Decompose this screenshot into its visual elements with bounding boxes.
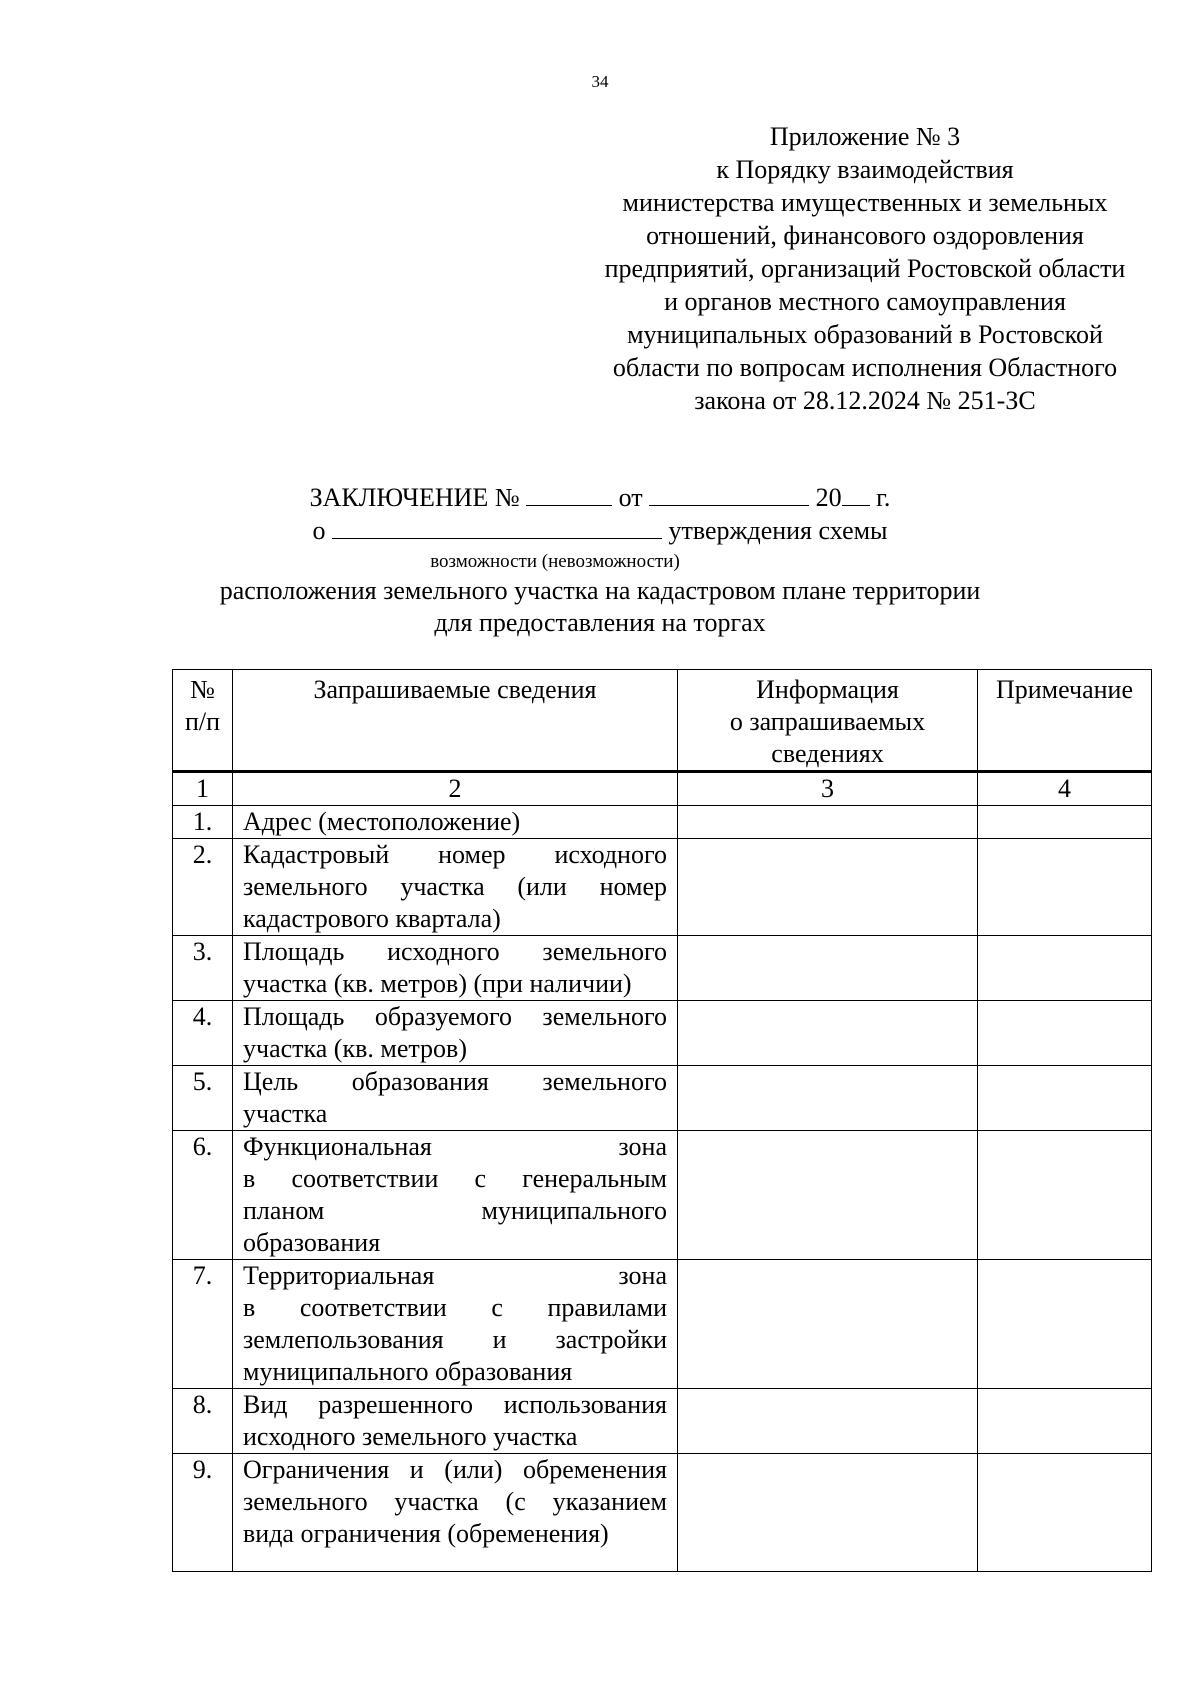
row-requested-info bbox=[233, 1066, 678, 1131]
row-info-cell[interactable] bbox=[678, 806, 978, 839]
row-note-cell[interactable] bbox=[978, 1260, 1152, 1389]
appendix-line: Приложение № 3 bbox=[769, 122, 961, 151]
row-text-line: образования bbox=[243, 1228, 381, 1257]
table-row bbox=[173, 1066, 1152, 1131]
row-requested-info bbox=[233, 1454, 678, 1572]
appendix-line: министерства имущественных и земельных bbox=[622, 188, 1108, 217]
header-info bbox=[678, 670, 978, 772]
column-number: 3 bbox=[678, 772, 978, 806]
column-number: 2 bbox=[233, 772, 678, 806]
row-info-cell[interactable] bbox=[678, 1001, 978, 1066]
header-note: Примечание bbox=[978, 670, 1152, 772]
number-blank[interactable] bbox=[526, 483, 612, 506]
row-info-cell[interactable] bbox=[678, 1131, 978, 1260]
row-requested-info bbox=[233, 806, 678, 839]
row-info-cell[interactable] bbox=[678, 1260, 978, 1389]
approval-text: утверждения схемы bbox=[668, 516, 888, 545]
table-row bbox=[173, 1389, 1152, 1454]
header-num bbox=[173, 670, 233, 772]
row-text-line: Ограничения и (или) обременения bbox=[243, 1455, 667, 1484]
appendix-line: отношений, финансового оздоровления bbox=[646, 221, 1084, 250]
row-requested-info bbox=[233, 936, 678, 1001]
row-note-cell[interactable] bbox=[978, 1454, 1152, 1572]
year-prefix: 20 bbox=[815, 483, 842, 512]
row-requested-info bbox=[233, 1389, 678, 1454]
row-text-line: кадастрового квартала) bbox=[243, 904, 501, 933]
row-note-cell[interactable] bbox=[978, 1131, 1152, 1260]
row-number: 8. bbox=[173, 1389, 233, 1454]
header-num-line: № bbox=[190, 675, 215, 704]
row-text-line: участка (кв. метров) (при наличии) bbox=[243, 969, 632, 998]
column-number: 1 bbox=[173, 772, 233, 806]
appendix-line: и органов местного самоуправления bbox=[664, 287, 1066, 316]
appendix-line: к Порядку взаимодействия bbox=[716, 155, 1014, 184]
row-requested-info bbox=[233, 1131, 678, 1260]
row-text-line: вида ограничения (обременения) bbox=[243, 1519, 609, 1548]
page-number: 34 bbox=[591, 72, 609, 91]
conclusion-word: ЗАКЛЮЧЕНИЕ № bbox=[309, 483, 520, 512]
row-number: 7. bbox=[173, 1260, 233, 1389]
row-text-line: исходного земельного участка bbox=[243, 1422, 578, 1451]
table-row bbox=[173, 1001, 1152, 1066]
row-requested-info bbox=[233, 839, 678, 936]
conclusion-subtitle bbox=[0, 515, 1200, 547]
appendix-line: области по вопросам исполнения Областного bbox=[612, 353, 1118, 382]
row-number: 3. bbox=[173, 936, 233, 1001]
row-info-cell[interactable] bbox=[678, 1389, 978, 1454]
row-text-line: Вид разрешенного использования bbox=[243, 1390, 667, 1419]
conclusion-title bbox=[0, 482, 1200, 514]
row-text-line: муниципального образования bbox=[243, 1357, 573, 1386]
table-header-row bbox=[173, 670, 1152, 772]
row-requested-info bbox=[233, 1260, 678, 1389]
header-info-line: о запрашиваемых bbox=[729, 707, 926, 736]
possibility-blank[interactable] bbox=[332, 516, 662, 539]
row-number: 9. bbox=[173, 1454, 233, 1572]
table-row bbox=[173, 1454, 1152, 1572]
row-text-line: в соответствии с генеральным bbox=[243, 1164, 667, 1193]
row-number: 4. bbox=[173, 1001, 233, 1066]
row-text-line: Адрес (местоположение) bbox=[243, 807, 521, 836]
table-body bbox=[173, 806, 1152, 1572]
row-number: 6. bbox=[173, 1131, 233, 1260]
header-requested: Запрашиваемые сведения bbox=[233, 670, 678, 772]
row-note-cell[interactable] bbox=[978, 839, 1152, 936]
header-info-line: Информация bbox=[756, 675, 899, 704]
column-number: 4 bbox=[978, 772, 1152, 806]
table-row bbox=[173, 806, 1152, 839]
from-word: от bbox=[618, 483, 643, 512]
row-text-line: Функциональная зона bbox=[243, 1132, 667, 1161]
table-row bbox=[173, 1260, 1152, 1389]
column-number-row bbox=[173, 772, 1152, 806]
row-note-cell[interactable] bbox=[978, 936, 1152, 1001]
table-row bbox=[173, 1131, 1152, 1260]
about-word: о bbox=[312, 516, 326, 545]
requested-info-table bbox=[172, 669, 1152, 1572]
row-info-cell[interactable] bbox=[678, 936, 978, 1001]
row-note-cell[interactable] bbox=[978, 1066, 1152, 1131]
row-text-line: участка bbox=[243, 1099, 328, 1128]
row-number: 5. bbox=[173, 1066, 233, 1131]
row-text-line: планом муниципального bbox=[243, 1196, 667, 1225]
row-text-line: Цель образования земельного bbox=[243, 1067, 667, 1096]
possibility-hint: возможности (невозможности) bbox=[430, 551, 680, 572]
row-text-line: земельного участка (с указанием bbox=[243, 1487, 667, 1516]
appendix-heading bbox=[560, 120, 1170, 417]
row-text-line: землепользования и застройки bbox=[243, 1325, 667, 1354]
row-text-line: Площадь исходного земельного bbox=[243, 937, 667, 966]
row-requested-info bbox=[233, 1001, 678, 1066]
date-blank[interactable] bbox=[649, 483, 809, 506]
year-suffix: г. bbox=[876, 483, 891, 512]
row-text-line: Площадь образуемого земельного bbox=[243, 1002, 667, 1031]
row-text-line: Кадастровый номер исходного bbox=[243, 840, 667, 869]
row-info-cell[interactable] bbox=[678, 839, 978, 936]
row-info-cell[interactable] bbox=[678, 1454, 978, 1572]
row-text-line: участка (кв. метров) bbox=[243, 1034, 467, 1063]
conclusion-line4: для предоставления на торгах bbox=[434, 608, 766, 637]
row-number: 2. bbox=[173, 839, 233, 936]
row-text-line: земельного участка (или номер bbox=[243, 872, 667, 901]
row-note-cell[interactable] bbox=[978, 1001, 1152, 1066]
appendix-line: закона от 28.12.2024 № 251-ЗС bbox=[694, 386, 1036, 415]
row-number: 1. bbox=[173, 806, 233, 839]
table-row bbox=[173, 936, 1152, 1001]
row-note-cell[interactable] bbox=[978, 1389, 1152, 1454]
header-num-line: п/п bbox=[184, 707, 221, 736]
row-note-cell[interactable] bbox=[978, 806, 1152, 839]
appendix-line: муниципальных образований в Ростовской bbox=[627, 320, 1103, 349]
row-info-cell[interactable] bbox=[678, 1066, 978, 1131]
row-text-line: в соответствии с правилами bbox=[243, 1293, 667, 1322]
conclusion-line3: расположения земельного участка на кадастровом плане территории bbox=[219, 576, 981, 605]
table-row bbox=[173, 839, 1152, 936]
header-info-line: сведениях bbox=[771, 739, 884, 768]
year-blank[interactable] bbox=[842, 483, 870, 506]
row-text-line: Территориальная зона bbox=[243, 1261, 667, 1290]
appendix-line: предприятий, организаций Ростовской области bbox=[604, 254, 1126, 283]
